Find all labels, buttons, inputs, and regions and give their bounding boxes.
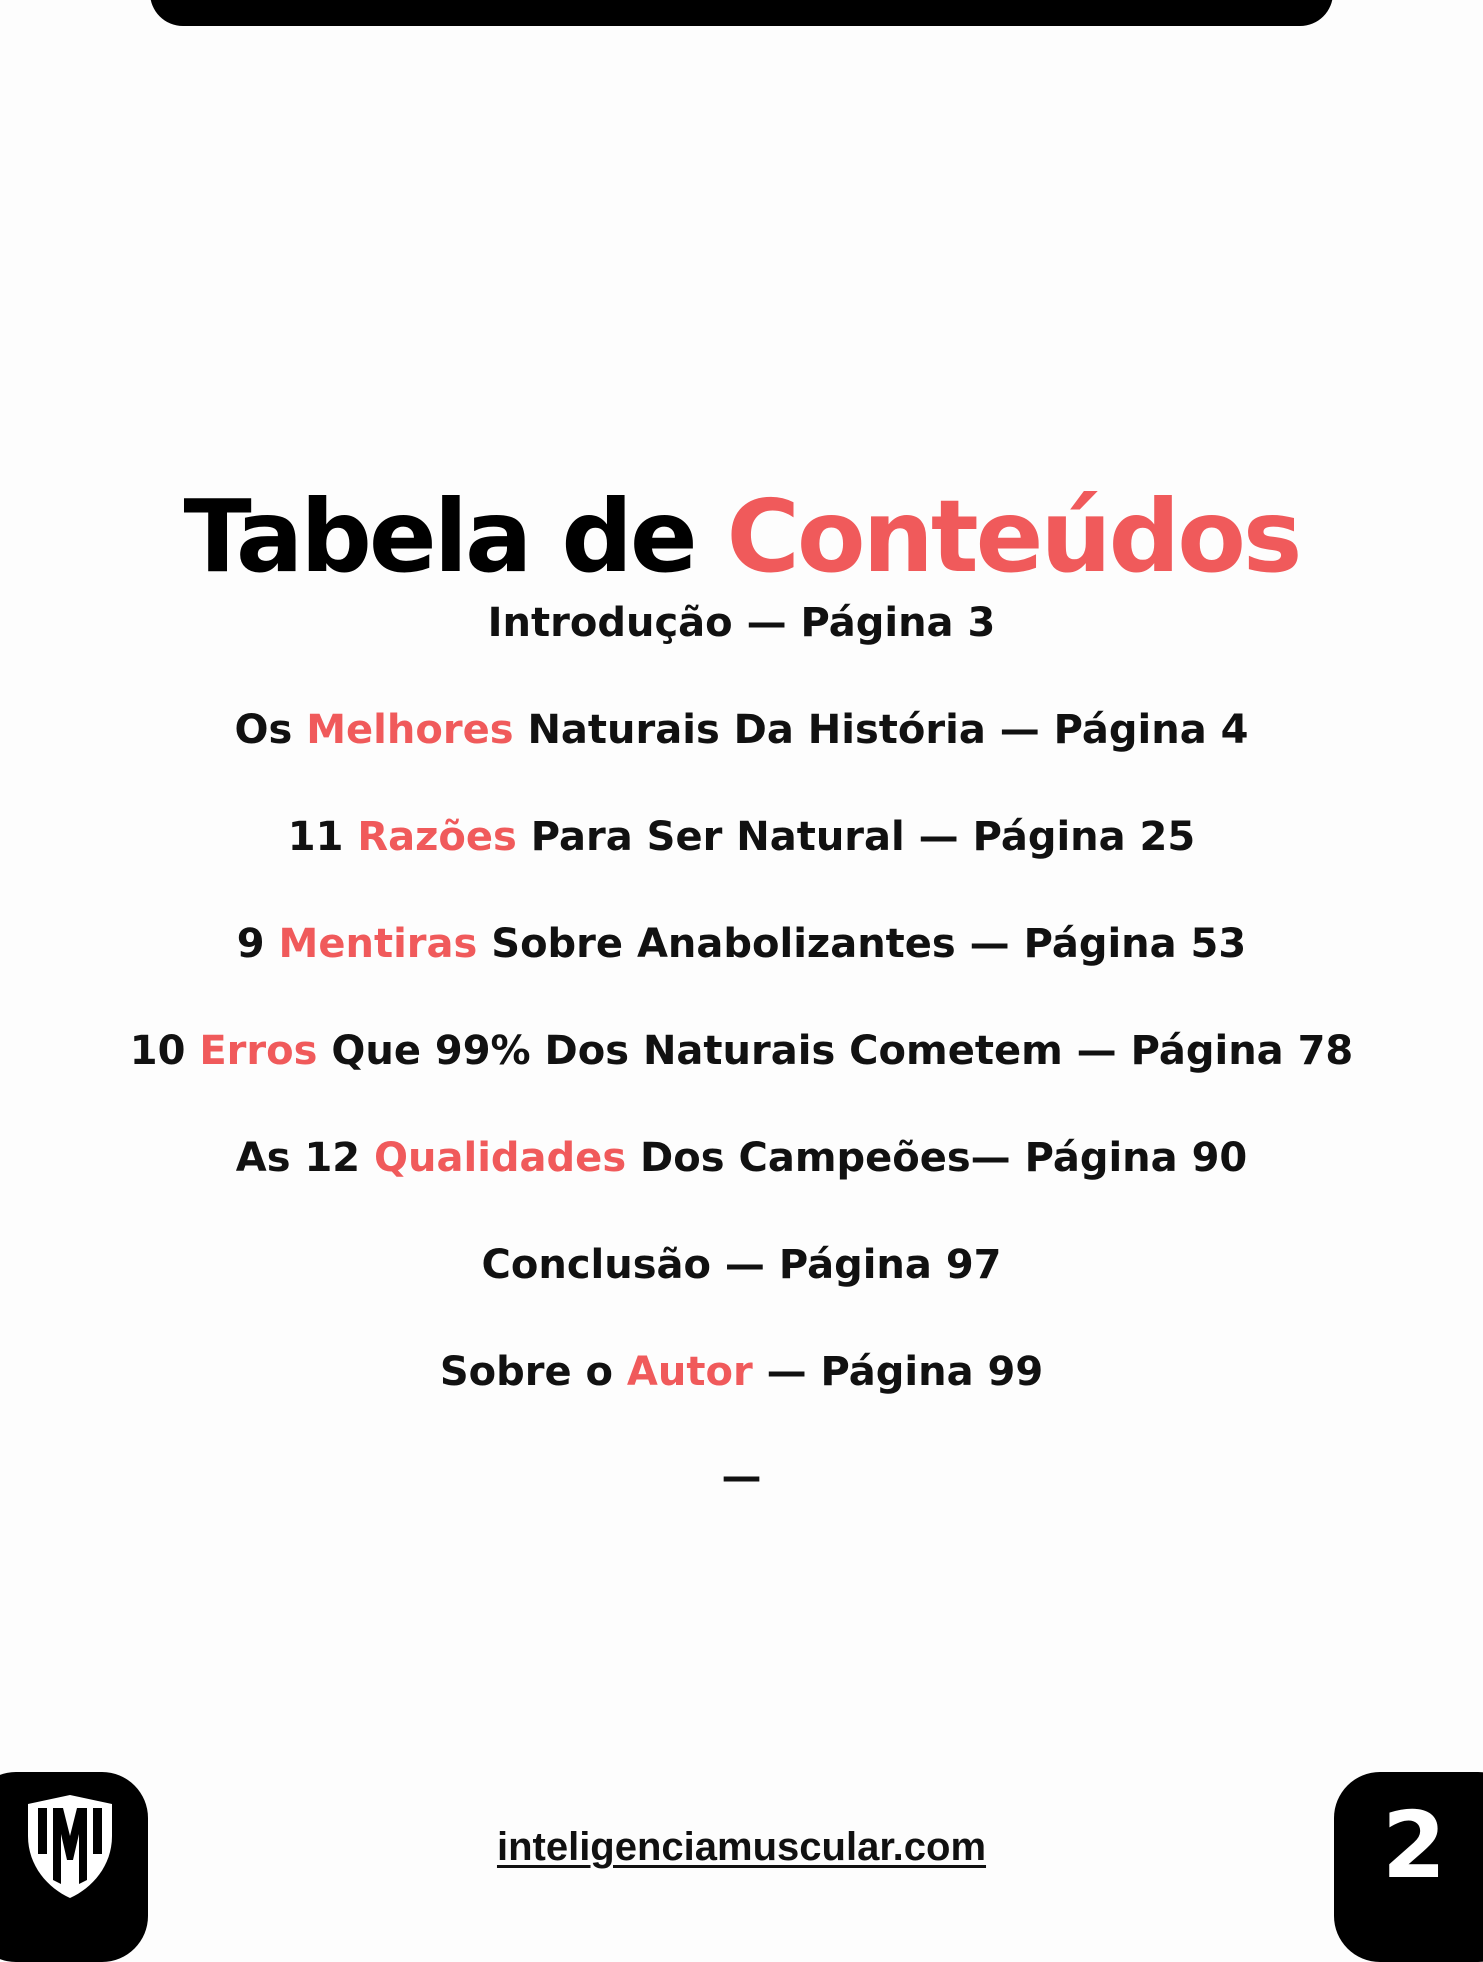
toc-item-highlight: Razões bbox=[357, 814, 517, 860]
toc-item-highlight: Qualidades bbox=[374, 1135, 627, 1181]
toc-item-prefix: 11 bbox=[287, 814, 358, 860]
toc-item-autor bbox=[0, 1344, 1483, 1451]
toc-item-suffix: — bbox=[721, 1454, 762, 1500]
toc-item-prefix: 9 bbox=[236, 921, 279, 967]
toc-item-conclusao bbox=[0, 1237, 1483, 1344]
table-of-contents bbox=[0, 595, 1483, 1558]
page-number: 2 bbox=[1381, 1792, 1446, 1899]
toc-item-prefix: As 12 bbox=[235, 1135, 375, 1181]
title-text: Tabela de bbox=[183, 478, 727, 595]
page-number-badge bbox=[1334, 1772, 1483, 1962]
toc-item-prefix: Sobre o bbox=[439, 1349, 627, 1395]
toc-item-prefix: 10 bbox=[129, 1028, 200, 1074]
toc-end-dash bbox=[0, 1451, 1483, 1558]
toc-item-suffix: Que 99% Dos Naturais Cometem — Página 78 bbox=[317, 1028, 1354, 1074]
toc-item-introducao bbox=[0, 595, 1483, 702]
toc-item-suffix: Para Ser Natural — Página 25 bbox=[516, 814, 1196, 860]
toc-item-suffix: Dos Campeões— Página 90 bbox=[626, 1135, 1248, 1181]
toc-item-highlight: Mentiras bbox=[278, 921, 478, 967]
toc-item-highlight: Autor bbox=[626, 1349, 753, 1395]
toc-item-highlight: Erros bbox=[199, 1028, 318, 1074]
title-highlight: Conteúdos bbox=[726, 478, 1300, 595]
toc-item-razoes bbox=[0, 809, 1483, 916]
toc-item-prefix: Os bbox=[234, 707, 307, 753]
top-decorative-bar bbox=[150, 0, 1333, 26]
website-link[interactable]: inteligenciamuscular.com bbox=[496, 1825, 987, 1869]
toc-item-suffix: Sobre Anabolizantes — Página 53 bbox=[477, 921, 1247, 967]
toc-item-suffix: Introdução — Página 3 bbox=[487, 600, 996, 646]
toc-item-melhores-naturais bbox=[0, 702, 1483, 809]
page-title bbox=[0, 477, 1483, 597]
toc-item-erros bbox=[0, 1023, 1483, 1130]
toc-item-highlight: Melhores bbox=[306, 707, 514, 753]
toc-item-suffix: Naturais Da História — Página 4 bbox=[513, 707, 1249, 753]
toc-item-mentiras bbox=[0, 916, 1483, 1023]
toc-item-suffix: — Página 99 bbox=[752, 1349, 1044, 1395]
toc-item-qualidades bbox=[0, 1130, 1483, 1237]
toc-item-suffix: Conclusão — Página 97 bbox=[481, 1242, 1002, 1288]
